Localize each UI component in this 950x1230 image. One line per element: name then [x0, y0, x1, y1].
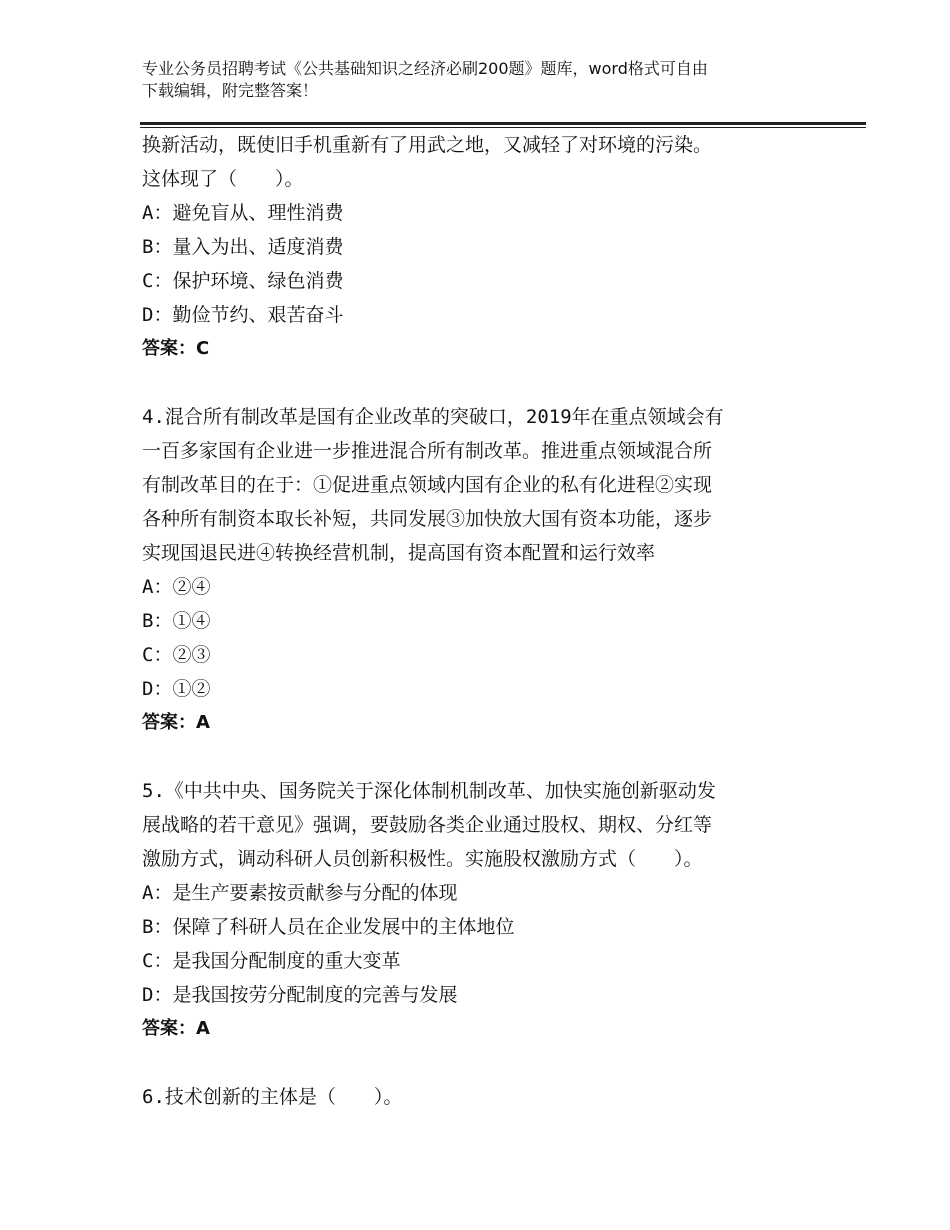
option-text: ①② [172, 678, 211, 700]
option-b [142, 230, 822, 264]
option-text: 保障了科研人员在企业发展中的主体地位 [172, 916, 515, 938]
option-d [142, 978, 822, 1012]
option-c [142, 638, 822, 672]
header-line-1: 专业公务员招聘考试《公共基础知识之经济必刷200题》题库，word格式可自由 [142, 59, 708, 78]
header-line-2: 下载编辑，附完整答案！ [142, 81, 319, 100]
option-a [142, 196, 822, 230]
answer-line: 答案：A [142, 712, 210, 733]
option-label: A： [142, 202, 173, 224]
question-stem-line: 4.混合所有制改革是国有企业改革的突破口，2019年在重点领域会有 [142, 406, 724, 428]
question-stem-line: 6.技术创新的主体是（ ）。 [142, 1086, 403, 1108]
option-c [142, 944, 822, 978]
option-text: 勤俭节约、艰苦奋斗 [172, 304, 344, 326]
answer-line: 答案：A [142, 1018, 210, 1039]
option-label: C： [142, 644, 173, 666]
option-a [142, 570, 822, 604]
spacer [142, 366, 822, 400]
option-text: ②③ [172, 644, 211, 666]
question-3 [142, 128, 822, 366]
option-label: A： [142, 576, 173, 598]
question-stem-line: 各种所有制资本取长补短，共同发展③加快放大国有资本功能，逐步 [142, 508, 713, 530]
option-label: B： [142, 610, 173, 632]
option-label: B： [142, 916, 173, 938]
option-label: B： [142, 236, 173, 258]
option-label: D： [142, 984, 173, 1006]
option-text: ②④ [172, 576, 211, 598]
spacer [142, 1046, 822, 1080]
question-stem-line: 5.《中共中央、国务院关于深化体制机制改革、加快实施创新驱动发 [142, 780, 716, 802]
option-label: D： [142, 304, 173, 326]
option-text: 是我国按劳分配制度的完善与发展 [172, 984, 458, 1006]
document-body [142, 128, 822, 1114]
question-stem-line: 有制改革目的在于：①促进重点领域内国有企业的私有化进程②实现 [142, 474, 713, 496]
option-b [142, 604, 822, 638]
page-header [142, 58, 814, 102]
option-d [142, 672, 822, 706]
option-label: C： [142, 270, 173, 292]
question-stem-line: 实现国退民进④转换经营机制，提高国有资本配置和运行效率 [142, 542, 656, 564]
option-b [142, 910, 822, 944]
option-c [142, 264, 822, 298]
option-text: 量入为出、适度消费 [172, 236, 344, 258]
question-stem-line: 这体现了（ ）。 [142, 168, 304, 190]
header-divider-thick [140, 122, 866, 125]
option-label: A： [142, 882, 173, 904]
option-text: 是生产要素按贡献参与分配的体现 [172, 882, 458, 904]
question-5 [142, 774, 822, 1046]
option-text: ①④ [172, 610, 211, 632]
question-6 [142, 1080, 822, 1114]
question-stem-line: 激励方式，调动科研人员创新积极性。实施股权激励方式（ ）。 [142, 848, 703, 870]
option-label: D： [142, 678, 173, 700]
option-text: 是我国分配制度的重大变革 [172, 950, 401, 972]
question-stem-line: 换新活动，既使旧手机重新有了用武之地，又减轻了对环境的污染。 [142, 134, 713, 156]
option-text: 保护环境、绿色消费 [172, 270, 344, 292]
question-stem-line: 展战略的若干意见》强调，要鼓励各类企业通过股权、期权、分红等 [142, 814, 713, 836]
question-4 [142, 400, 822, 740]
option-a [142, 876, 822, 910]
option-text: 避免盲从、理性消费 [172, 202, 344, 224]
spacer [142, 740, 822, 774]
option-label: C： [142, 950, 173, 972]
answer-line: 答案：C [142, 338, 210, 359]
question-stem-line: 一百多家国有企业进一步推进混合所有制改革。推进重点领域混合所 [142, 440, 713, 462]
option-d [142, 298, 822, 332]
